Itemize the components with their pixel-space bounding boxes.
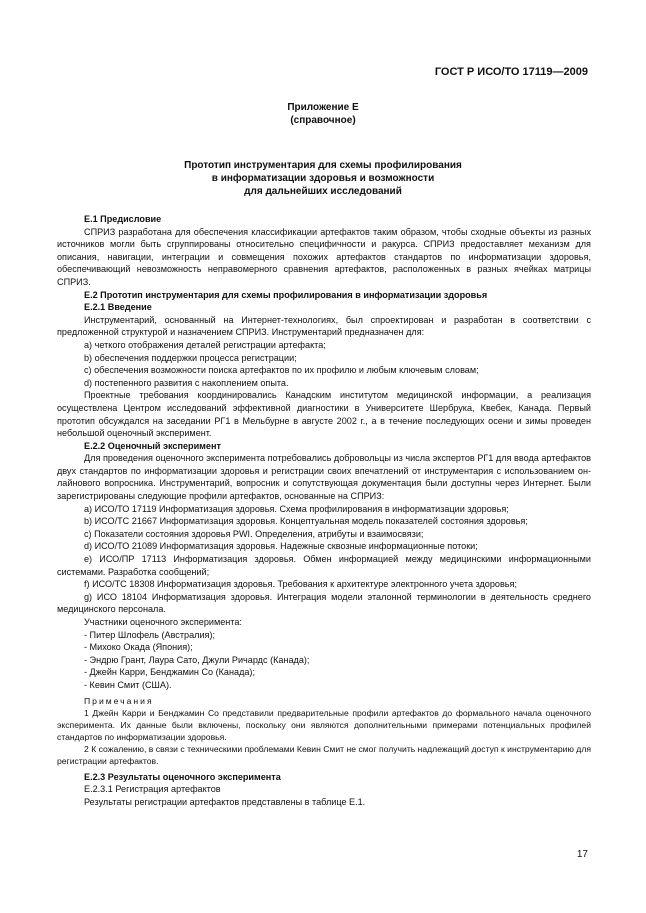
list-item: а) четкого отображения деталей регистрации артефакта; bbox=[84, 339, 326, 350]
section-e1-paragraph: СПРИЗ разработана для обеспечения классификации артефактов таким образом, чтобы сходные объекты из разных источников могли быть сгруппированы относительно специфичности и ракурса. СПРИЗ предоставляет механизм для описания, навигации, интеграции и совмещения похожих артефактов стандартов по информатизации здоровья, обеспечивающий невозможность неправомерного сравнения артефактов, расположенных в разных ячейках матрицы СПРИЗ. bbox=[57, 226, 591, 287]
participant-item: - Кевин Смит (США). bbox=[84, 679, 172, 690]
title-line-3: для дальнейших исследований bbox=[244, 186, 402, 197]
section-e231-heading: Е.2.3.1 Регистрация артефактов bbox=[84, 784, 221, 795]
list-item: b) ИСО/ТС 21667 Информатизация здоровья. Концептуальная модель показателей состояния здоровья; bbox=[84, 516, 528, 527]
list-item: а) ИСО/ТО 17119 Информатизация здоровья. Схема профилирования в информатизации здоровья; bbox=[84, 503, 509, 514]
participant-item: - Эндрю Грант, Лаура Сато, Джули Ричардс (Канада); bbox=[84, 654, 310, 665]
section-e1-heading: Е.1 Предисловие bbox=[84, 214, 162, 224]
participant-item: - Михоко Окада (Япония); bbox=[84, 642, 193, 653]
list-item: d) постепенного развития с накоплением опыта. bbox=[84, 377, 289, 388]
list-item: g) ИСО 18104 Информатизация здоровья. Интеграция модели эталонной терминологии в деятельность среднего медицинского персонала. bbox=[57, 591, 591, 615]
participant-item: - Джейн Карри, Бенджамин Со (Канада); bbox=[84, 667, 255, 678]
list-item: d) ИСО/ТО 21089 Информатизация здоровья. Надежные сквозные информационные потоки; bbox=[84, 541, 478, 552]
section-e21-paragraph: Инструментарий, основанный на Интернет-технологиях, был спроектирован и разработан в соответствии с предложенной структурой и назначением СПРИЗ. Инструментарий предназначен для: bbox=[57, 314, 591, 338]
participant-item: - Питер Шлофель (Австралия); bbox=[84, 629, 215, 640]
section-e22-paragraph: Для проведения оценочного эксперимента потребовались добровольцы из числа экспертов РГ1 для ввода артефактов двух стандартов по информатизации здоровья и регистрации своих впечатлений от инструментария с использованием он-лайнового вопросника. Инструментарий, вопросник и сопутствующая документация были доступны через Интернет. Были зарегистрированы следующие профили артефактов, основанные на СПРИЗ: bbox=[57, 453, 591, 502]
section-e2-heading: Е.2 Прототип инструментария для схемы профилирования в информатизации здоровья bbox=[84, 289, 488, 300]
page-number: 17 bbox=[576, 849, 588, 860]
section-e23-heading: Е.2.3 Результаты оценочного эксперимента bbox=[84, 771, 281, 782]
section-e21-paragraph-2: Проектные требования координировались Канадским институтом медицинской информации, а реализация осуществлена Центром исследований эффективной диагностики в Университете Шербрука, Квебек, Канада. Первый прототип обсуждался на заседании РГ1 в Мельбурне в августе 2002 г., а в течение последующих осени и зимы проведен небольшой оценочный эксперимент. bbox=[57, 390, 591, 439]
list-item: e) ИСО/ПР 17113 Информатизация здоровья. Обмен информацией между медицинскими информационными системами. Разработка сообщений; bbox=[57, 554, 591, 577]
title-line-1: Прототип инструментария для схемы профилирования bbox=[184, 160, 462, 171]
section-e231-paragraph: Результаты регистрации артефактов представлены в таблице Е.1. bbox=[84, 796, 366, 807]
appendix-kind: (справочное) bbox=[290, 115, 356, 126]
list-item: f) ИСО/ТС 18308 Информатизация здоровья. Требования к архитектуре электронного учета здоровья; bbox=[84, 579, 517, 590]
participants-label: Участники оценочного эксперимента: bbox=[84, 617, 242, 627]
document-designation: ГОСТ Р ИСО/ТО 17119—2009 bbox=[434, 66, 588, 78]
note-2: 2 К сожалению, в связи с техническими проблемами Кевин Смит не смог получить надлежащий доступ к инструментарию для регистрации артефактов. bbox=[57, 743, 591, 766]
notes-label: Примечания bbox=[84, 695, 154, 706]
document-body bbox=[57, 213, 591, 808]
list-item: с) Показатели состояния здоровья PWI. Определения, атрибуты и взаимосвязи; bbox=[84, 528, 424, 539]
appendix-title bbox=[0, 159, 646, 198]
section-e21-heading: Е.2.1 Введение bbox=[84, 302, 152, 313]
appendix-label: Приложение Е bbox=[287, 102, 359, 113]
list-item: c) обеспечения возможности поиска артефактов по их профилю и любым ключевым словам; bbox=[84, 365, 479, 376]
section-e22-heading: Е.2.2 Оценочный эксперимент bbox=[84, 440, 221, 451]
title-line-2: в информатизации здоровья и возможности bbox=[211, 173, 435, 184]
list-item: b) обеспечения поддержки процесса регистрации; bbox=[84, 352, 297, 363]
note-1: 1 Джейн Карри и Бенджамин Со представили предварительные профили артефактов до формального начала оценочного эксперимента. Их данные были включены, поскольку они являются дополнительными примерами потенциальных профилей стандартов по информатизации здоровья. bbox=[57, 707, 591, 742]
